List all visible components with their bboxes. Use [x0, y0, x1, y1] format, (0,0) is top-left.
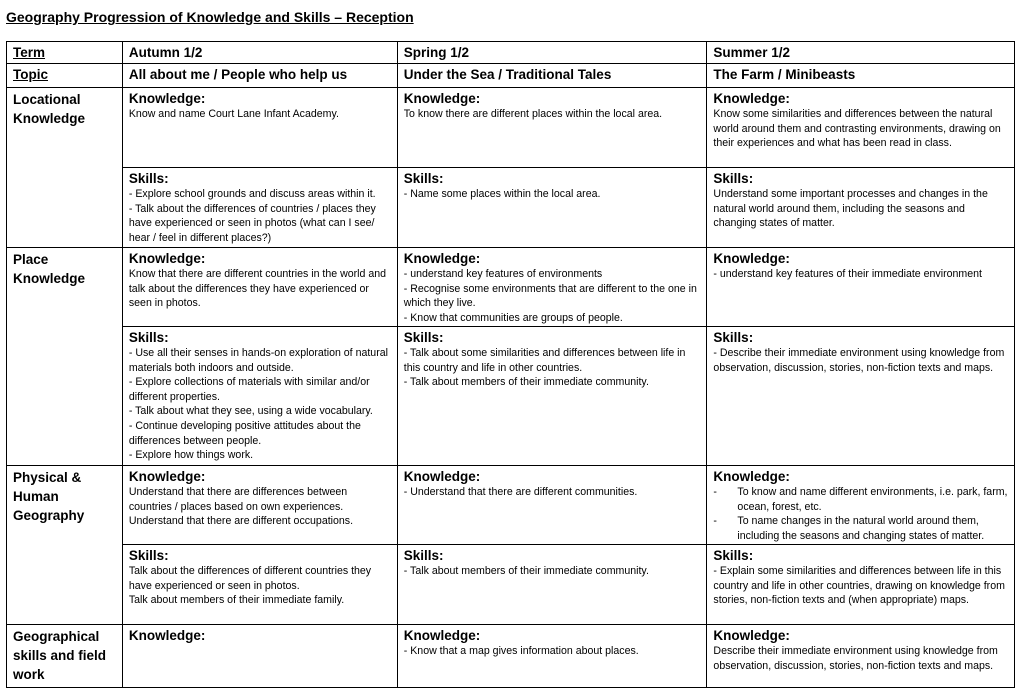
skills-label: Skills:	[128, 171, 169, 186]
knowledge-item: Describe their immediate environment using knowledge from observation, discussion, stories, non-fiction texts and maps.	[713, 645, 998, 672]
skills-cell	[707, 545, 1015, 625]
skills-item: - Talk about members of their immediate community.	[403, 565, 649, 577]
skills-cell	[707, 168, 1015, 248]
knowledge-label: Knowledge:	[128, 469, 206, 484]
knowledge-cell	[707, 625, 1015, 688]
knowledge-item: Know that there are different countries in the world and talk about the differences they have experienced or seen in photos.	[128, 268, 387, 310]
skills-item: - Name some places within the local area.	[403, 188, 601, 200]
knowledge-text	[404, 644, 701, 659]
skills-text	[713, 564, 1008, 608]
knowledge-item: Know and name Court Lane Infant Academy.	[128, 108, 339, 120]
knowledge-label: Knowledge:	[713, 91, 790, 106]
term-row	[7, 42, 1015, 64]
skills-label: Skills:	[403, 330, 444, 345]
fieldwork-knowledge-row	[7, 625, 1015, 688]
strand-name: Geographical skills and field work	[13, 629, 107, 682]
skills-item: - Explore how things work.	[128, 449, 254, 462]
knowledge-text	[404, 107, 701, 122]
knowledge-bullet-item: - To know and name different environments, i.e. park, farm, ocean, forest, etc.	[713, 485, 1008, 514]
skills-text	[129, 346, 391, 463]
knowledge-cell	[397, 625, 707, 688]
knowledge-text	[713, 644, 1008, 673]
knowledge-label: Knowledge:	[403, 91, 481, 106]
physical-human-knowledge-row	[7, 466, 1015, 545]
knowledge-cell	[122, 625, 397, 688]
knowledge-item: To know there are different places within the local area.	[403, 108, 663, 120]
knowledge-item: Understand that there are different occupations.	[128, 515, 354, 528]
skills-label: Skills:	[403, 548, 444, 563]
skills-item: - Explore school grounds and discuss areas within it.	[128, 188, 376, 200]
skills-item: Talk about members of their immediate family.	[128, 594, 345, 607]
locational-knowledge-row	[7, 88, 1015, 168]
place-skills-row	[7, 327, 1015, 466]
document-title: Geography Progression of Knowledge and Skills – Reception	[6, 9, 414, 25]
skills-label: Skills:	[403, 171, 444, 186]
knowledge-bullet-item: - To name changes in the natural world around them, including the seasons and changing states of matter.	[713, 514, 1008, 543]
skills-text	[404, 346, 701, 390]
skills-item: Understand some important processes and changes in the natural world around them, including the seasons and changing states of matter.	[713, 188, 988, 230]
term-label: Term	[13, 45, 46, 60]
topic-cell	[707, 64, 1015, 88]
knowledge-text	[129, 107, 391, 122]
topic-row	[7, 64, 1015, 88]
knowledge-text	[713, 485, 1008, 543]
term-spring: Spring 1/2	[403, 45, 470, 60]
topic-label: Topic	[13, 67, 48, 82]
progression-table	[6, 41, 1015, 688]
skills-label: Skills:	[713, 171, 754, 186]
knowledge-cell	[122, 248, 397, 327]
physical-human-skills-row	[7, 545, 1015, 625]
skills-item: - Continue developing positive attitudes about the differences between people.	[128, 419, 361, 447]
knowledge-text	[404, 485, 701, 500]
knowledge-item: - Recognise some environments that are different to the one in which they live.	[403, 282, 697, 310]
skills-label: Skills:	[713, 548, 754, 563]
knowledge-cell	[707, 248, 1015, 327]
knowledge-cell	[397, 466, 707, 545]
strand-cell	[7, 625, 123, 688]
knowledge-cell	[397, 88, 707, 168]
topic-cell	[397, 64, 707, 88]
knowledge-label: Knowledge:	[128, 251, 206, 266]
skills-label: Skills:	[128, 548, 169, 563]
term-cell	[707, 42, 1015, 64]
skills-cell	[397, 545, 707, 625]
skills-label: Skills:	[128, 330, 169, 345]
knowledge-label: Knowledge:	[403, 469, 481, 484]
topic-header-cell	[7, 64, 123, 88]
topic-summer: The Farm / Minibeasts	[713, 67, 856, 82]
term-header-cell	[7, 42, 123, 64]
knowledge-label: Knowledge:	[128, 91, 206, 106]
knowledge-label: Knowledge:	[713, 251, 790, 266]
strand-cell	[7, 248, 123, 466]
skills-item: - Explain some similarities and differences between life in this country and life in other countries, drawing on knowledge from stories, non-fiction texts and (when appropriate) maps.	[713, 565, 1005, 607]
skills-item: - Describe their immediate environment using knowledge from observation, discussion, stories, non-fiction texts and maps.	[713, 347, 1005, 374]
knowledge-text	[713, 267, 1008, 282]
term-cell	[397, 42, 707, 64]
knowledge-label: Knowledge:	[713, 469, 790, 484]
term-cell	[122, 42, 397, 64]
knowledge-cell	[122, 466, 397, 545]
skills-item: - Explore collections of materials with similar and/or different properties.	[128, 376, 370, 403]
skills-item: - Use all their senses in hands-on exploration of natural materials both indoors and outside.	[128, 347, 388, 374]
knowledge-label: Knowledge:	[403, 628, 481, 643]
knowledge-label: Knowledge:	[403, 251, 481, 266]
knowledge-text	[404, 267, 701, 325]
skills-text	[129, 564, 391, 608]
locational-skills-row	[7, 168, 1015, 248]
knowledge-item: - Know that a map gives information about places.	[403, 645, 639, 657]
knowledge-cell	[707, 88, 1015, 168]
knowledge-text	[713, 107, 1008, 151]
skills-label: Skills:	[713, 330, 754, 345]
knowledge-item: Know some similarities and differences between the natural world around them and contrasting environments, drawing on their experiences and what has been read in class.	[713, 108, 1001, 150]
skills-item: - Talk about what they see, using a wide vocabulary.	[128, 405, 373, 418]
skills-cell	[122, 168, 397, 248]
skills-item: - Talk about the differences of countries / places they have experienced or seen in photos (what can I see/ hear / feel in different places?)	[128, 202, 376, 244]
skills-cell	[122, 545, 397, 625]
skills-item: - Talk about members of their immediate community.	[403, 376, 649, 389]
strand-name: Place Knowledge	[13, 252, 86, 286]
topic-spring: Under the Sea / Traditional Tales	[403, 67, 612, 82]
knowledge-item: - understand key features of their immediate environment	[713, 268, 982, 280]
term-summer: Summer 1/2	[713, 45, 790, 60]
skills-text	[713, 346, 1008, 375]
knowledge-label: Knowledge:	[128, 628, 206, 643]
knowledge-text	[129, 267, 391, 311]
skills-text	[129, 187, 391, 245]
skills-cell	[397, 327, 707, 466]
knowledge-item: - Know that communities are groups of people.	[403, 311, 623, 324]
skills-text	[404, 564, 701, 579]
skills-item: Talk about the differences of different countries they have experienced or seen in photos.	[128, 565, 372, 592]
term-autumn: Autumn 1/2	[128, 45, 203, 60]
strand-cell	[7, 88, 123, 248]
skills-cell	[707, 327, 1015, 466]
strand-name: Physical & Human Geography	[13, 470, 85, 523]
place-knowledge-row	[7, 248, 1015, 327]
topic-cell	[122, 64, 397, 88]
knowledge-cell	[707, 466, 1015, 545]
knowledge-item: Understand that there are differences between countries / places based on own experiences.	[128, 486, 348, 513]
knowledge-cell	[122, 88, 397, 168]
knowledge-item: - Understand that there are different communities.	[403, 486, 638, 498]
skills-cell	[397, 168, 707, 248]
skills-text	[404, 187, 701, 202]
skills-text	[713, 187, 1008, 231]
skills-cell	[122, 327, 397, 466]
topic-autumn: All about me / People who help us	[128, 67, 348, 82]
skills-item: - Talk about some similarities and differences between life in this country and life in other countries.	[403, 347, 686, 374]
strand-cell	[7, 466, 123, 625]
knowledge-text	[129, 485, 391, 529]
knowledge-item: - understand key features of environments	[403, 268, 603, 280]
knowledge-cell	[397, 248, 707, 327]
knowledge-label: Knowledge:	[713, 628, 790, 643]
strand-name: Locational Knowledge	[13, 92, 86, 126]
